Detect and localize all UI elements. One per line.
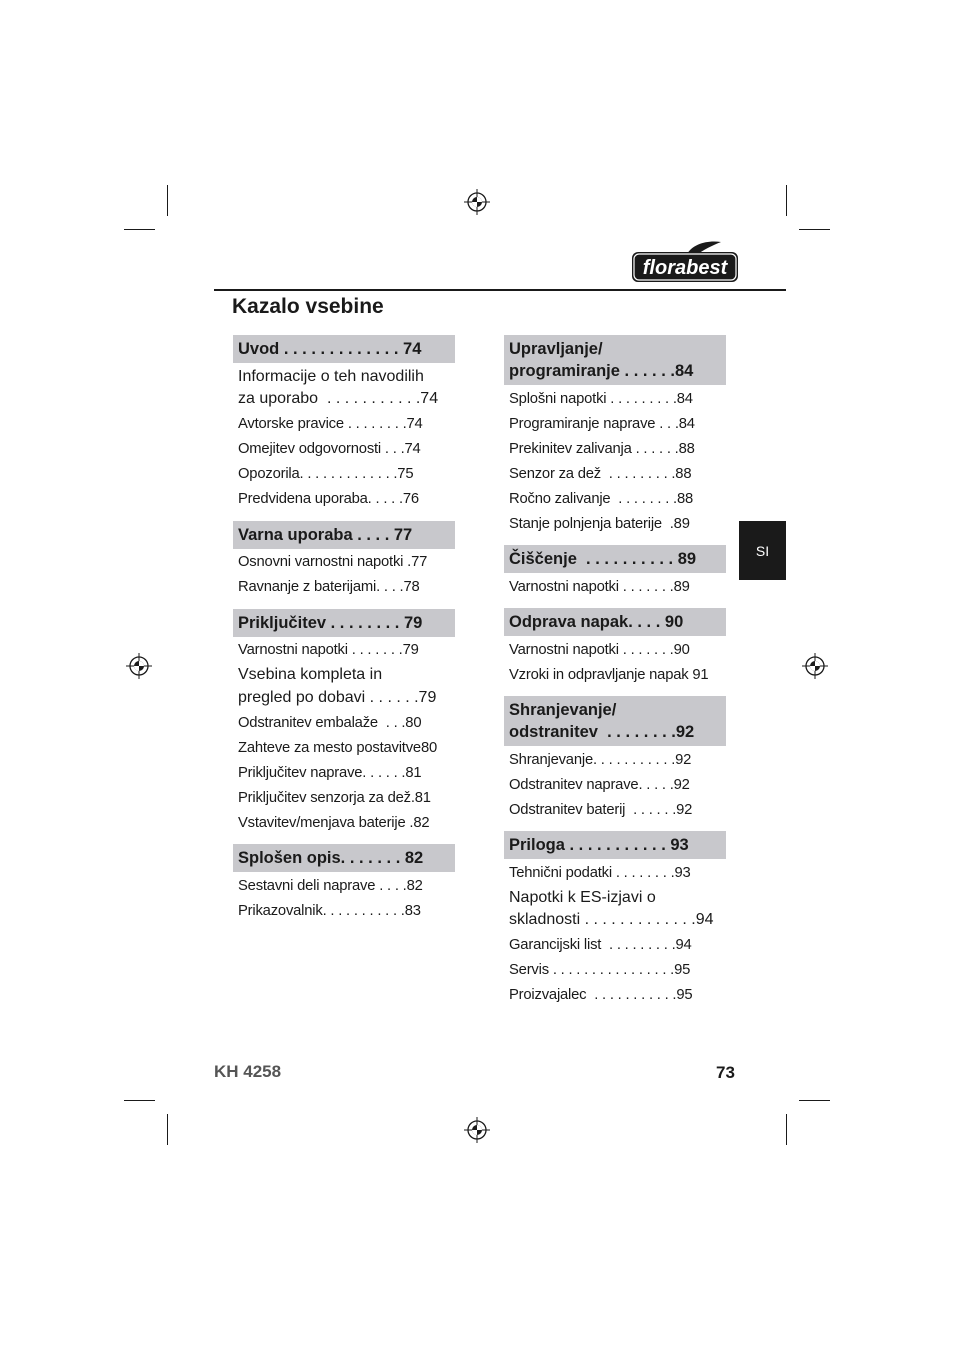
toc-entry[interactable]: Garancijski list . . . . . . . . .94 — [509, 937, 692, 953]
toc-entry[interactable]: Ročno zalivanje . . . . . . . .88 — [509, 490, 694, 507]
toc-entry[interactable]: Prikazovalnik. . . . . . . . . . .83 — [238, 902, 421, 919]
toc-entry[interactable]: Vstavitev/menjava baterije .82 — [238, 814, 430, 831]
toc-entry[interactable]: Osnovni varnostni napotki .77 — [238, 554, 428, 570]
toc-section-heading[interactable]: Splošen opis. . . . . . . 82 — [233, 844, 455, 872]
toc-entry[interactable]: Odstranitev naprave. . . . .92 — [509, 776, 690, 793]
crop-mark — [167, 185, 168, 216]
toc-section-heading[interactable]: Varna uporaba . . . . 77 — [233, 521, 455, 549]
crop-mark — [786, 185, 787, 216]
toc-entry[interactable]: Zahteve za mesto postavitve80 — [238, 739, 438, 756]
crop-mark — [167, 1114, 168, 1145]
toc-entry[interactable]: Tehnični podatki . . . . . . . .93 — [509, 864, 691, 881]
toc-entry[interactable]: Vsebina kompleta in pregled po dobavi . . . . . .79 — [238, 666, 437, 706]
crop-mark — [799, 229, 830, 230]
florabest-logo — [631, 240, 739, 284]
toc-section — [504, 608, 726, 686]
toc-left-column — [233, 335, 455, 932]
registration-mark-icon — [802, 653, 828, 679]
registration-mark-icon — [126, 653, 152, 679]
language-tab: SI — [739, 521, 786, 580]
toc-section — [504, 545, 726, 598]
toc-section-heading[interactable]: Priključitev . . . . . . . . 79 — [233, 609, 455, 637]
toc-entry[interactable]: Programiranje naprave . . .84 — [509, 415, 695, 432]
brand-name: florabest — [642, 257, 728, 279]
page-title: Kazalo vsebine — [232, 295, 384, 318]
toc-entry[interactable]: Odstranitev baterij . . . . . .92 — [509, 801, 693, 818]
toc-section-heading[interactable]: Uvod . . . . . . . . . . . . . 74 — [233, 335, 455, 363]
toc-entry[interactable]: Servis . . . . . . . . . . . . . . . .95 — [509, 962, 691, 978]
toc-entry[interactable]: Stanje polnjenja baterije .89 — [509, 515, 690, 532]
model-number: KH 4258 — [214, 1062, 282, 1081]
toc-entry[interactable]: Prekinitev zalivanja . . . . . .88 — [509, 440, 695, 457]
toc-section-heading[interactable]: Priloga . . . . . . . . . . . 93 — [504, 831, 726, 859]
toc-entry[interactable]: Opozorila. . . . . . . . . . . . .75 — [238, 466, 414, 482]
toc-entry[interactable]: Omejitev odgovornosti . . .74 — [238, 441, 421, 457]
crop-mark — [799, 1100, 830, 1101]
toc-section — [504, 831, 726, 1007]
toc-entry[interactable]: Varnostni napotki . . . . . . .79 — [238, 642, 419, 658]
toc-section — [504, 696, 726, 821]
toc-entry[interactable]: Predvidena uporaba. . . . .76 — [238, 491, 419, 507]
header-rule — [214, 289, 786, 291]
crop-mark — [786, 1114, 787, 1145]
toc-entry[interactable]: Varnostni napotki . . . . . . .90 — [509, 641, 690, 658]
toc-section-heading[interactable]: Odprava napak. . . . 90 — [504, 608, 726, 636]
toc-entry[interactable]: Napotki k ES-izjavi o skladnosti . . . . . . . . . . . . .94 — [509, 888, 714, 928]
toc-entry[interactable]: Senzor za dež . . . . . . . . .88 — [509, 465, 692, 482]
toc-section — [504, 335, 726, 535]
toc-section — [233, 521, 455, 599]
toc-entry[interactable]: Sestavni deli naprave . . . .82 — [238, 877, 423, 894]
toc-entry[interactable]: Proizvajalec . . . . . . . . . . .95 — [509, 987, 693, 1003]
toc-section-heading[interactable]: Upravljanje/ programiranje . . . . . .84 — [504, 335, 726, 385]
toc-entry[interactable]: Avtorske pravice . . . . . . . .74 — [238, 416, 423, 432]
toc-entry[interactable]: Ravnanje z baterijami. . . .78 — [238, 579, 420, 595]
toc-section-heading[interactable]: Čiščenje . . . . . . . . . . 89 — [504, 545, 726, 573]
toc-entry[interactable]: Varnostni napotki . . . . . . .89 — [509, 578, 690, 595]
toc-entry[interactable]: Odstranitev embalaže . . .80 — [238, 714, 422, 731]
page-number: 73 — [716, 1063, 735, 1082]
registration-mark-icon — [464, 1117, 490, 1143]
toc-entry[interactable]: Splošni napotki . . . . . . . . .84 — [509, 390, 693, 407]
toc-right-column — [504, 335, 726, 1017]
toc-entry[interactable]: Shranjevanje. . . . . . . . . . .92 — [509, 751, 692, 768]
toc-entry[interactable]: Vzroki in odpravljanje napak 91 — [509, 666, 709, 683]
crop-mark — [124, 1100, 155, 1101]
toc-section — [233, 609, 455, 835]
toc-entry[interactable]: Informacije o teh navodilih za uporabo . . . . . . . . . . .74 — [238, 367, 439, 407]
toc-entry[interactable]: Priključitev senzorja za dež.81 — [238, 789, 431, 806]
toc-entry[interactable]: Priključitev naprave. . . . . .81 — [238, 764, 422, 781]
toc-section — [233, 844, 455, 922]
toc-section-heading[interactable]: Shranjevanje/ odstranitev . . . . . . . .92 — [504, 696, 726, 746]
toc-section — [233, 335, 455, 511]
crop-mark — [124, 229, 155, 230]
registration-mark-icon — [464, 189, 490, 215]
